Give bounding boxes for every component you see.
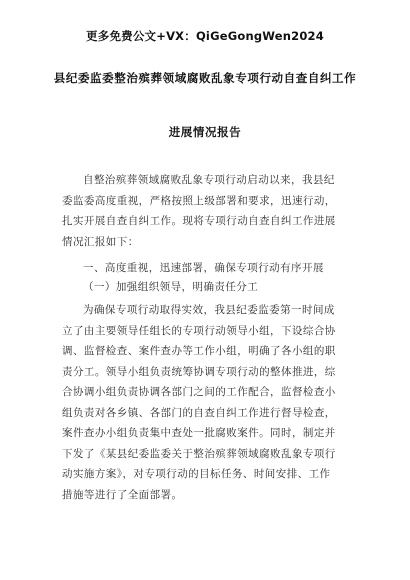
intro-paragraph	[62, 170, 354, 252]
body-line: 合协调小组负责协调各部门之间的工作配合，监督检查小	[62, 386, 336, 398]
promo-banner: 更多免费公文+VX：QiGeGongWen2024	[86, 29, 324, 43]
body-line: 案件查办小组负责集中查处一批腐败案件。同时，制定并	[62, 427, 336, 439]
document-title: 县纪委监委整治殡葬领域腐败乱象专项行动自查自纠工作	[53, 71, 357, 85]
document-subtitle: 进展情况报告	[168, 125, 242, 139]
body-line: 下发了《某县纪委监委关于整治殡葬领域腐败乱象专项行	[62, 447, 336, 460]
body-line: 调、监督检查、案件查办等工作小组，明确了各小组的职	[62, 345, 336, 357]
body-line: 动实施方案》，对专项行动的目标任务、时间安排、工作	[62, 468, 331, 480]
intro-line: 扎实开展自查自纠工作。现将专项行动自查自纠工作进展	[62, 215, 336, 227]
body-line: 措施等进行了全面部署。	[62, 488, 183, 501]
body-line: 为确保专项行动取得实效，我县纪委监委第一时间成	[83, 304, 335, 316]
body-line: 责分工。领导小组负责统筹协调专项行动的整体推进，综	[62, 365, 336, 378]
section-heading-1: 一、高度重视，迅速部署，确保专项行动有序开展	[83, 262, 324, 274]
intro-line: 情况汇报如下：	[62, 235, 139, 248]
body-line: 立了由主要领导任组长的专项行动领导小组，下设综合协	[62, 324, 336, 337]
intro-line: 自整治殡葬领域腐败乱象专项行动启动以来，我县纪	[83, 174, 335, 186]
subsection-heading-1: （一）加强组织领导，明确责任分工	[83, 281, 259, 293]
intro-line: 委监委高度重视，严格按照上级部署和要求，迅速行动，	[62, 194, 336, 207]
body-paragraph	[62, 300, 354, 505]
body-line: 组负责对各乡镇、各部门的自查自纠工作进行督导检查，	[62, 406, 336, 419]
